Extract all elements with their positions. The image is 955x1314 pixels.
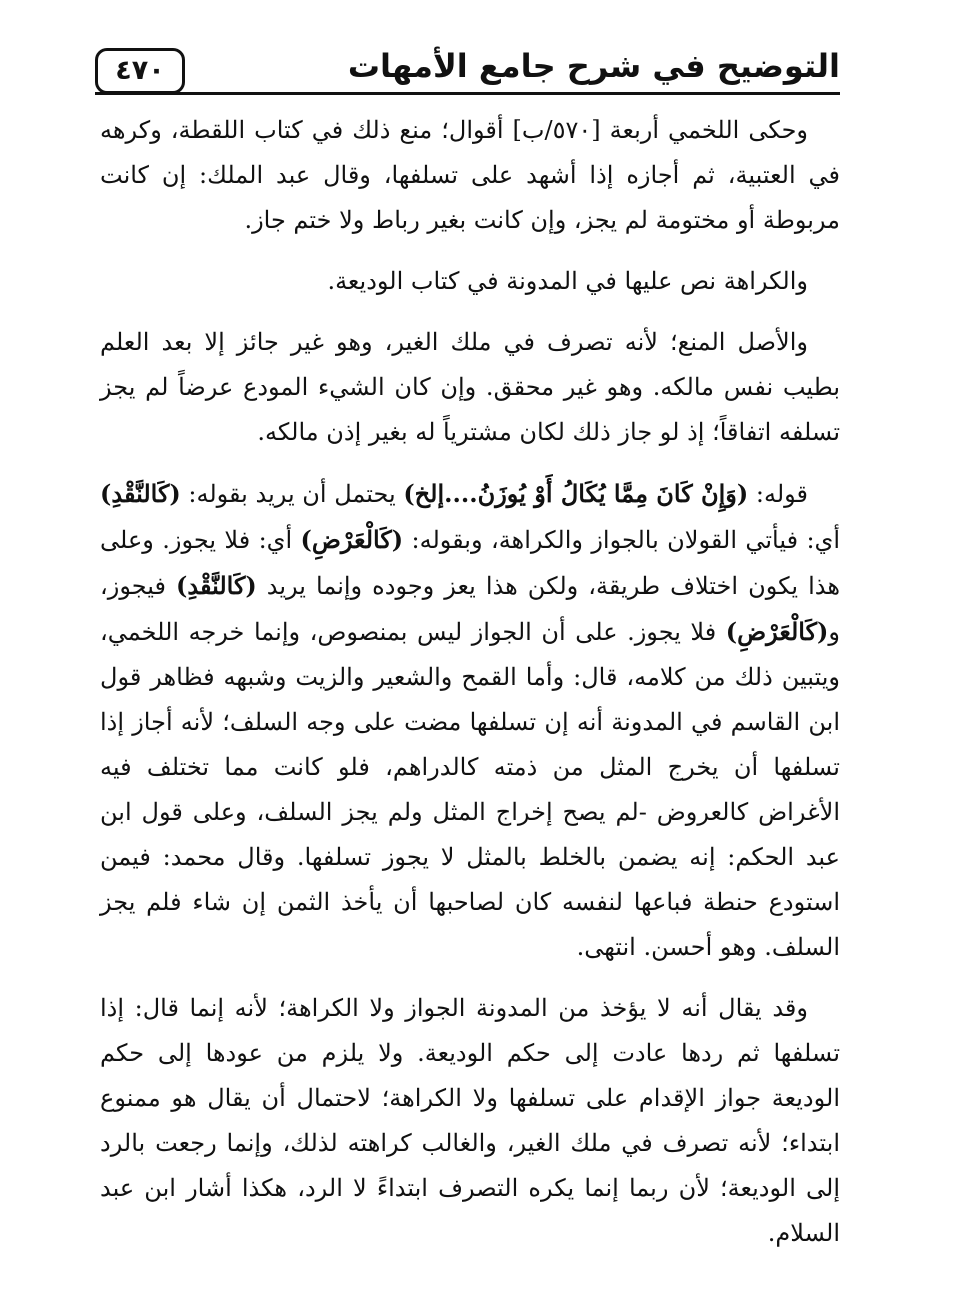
- paragraph-4-commentary: [100, 471, 840, 970]
- running-title: التوضيح في شرح جامع الأمهات: [347, 47, 840, 85]
- page-number-box: ٤٧٠: [95, 48, 185, 94]
- matn-quote: (كَالْعَرْضِ): [725, 617, 829, 646]
- matn-quote: (وَإِنْ كَانَ مِمَّا يُكَالُ أَوْ يُوزَنُ....إلخ): [403, 479, 749, 508]
- text-segment: يحتمل أن يريد بقوله:: [180, 480, 404, 508]
- paragraph-2: والكراهة نص عليها في المدونة في كتاب الوديعة.: [327, 267, 808, 295]
- paragraph-5: وقد يقال أنه لا يؤخذ من المدونة الجواز ولا الكراهة؛ لأنه إنما قال: إذا تسلفها ثم ردها عادت إلى حكم الوديعة. ولا يلزم من عودها إلى حكم الوديعة جواز الإقدام على تسلفها ولا الكراهة؛ لاحتمال أن يقال هو ممنوع ابتداء؛ لأنه تصرف في ملك الغير، والغالب كراهته لذلك، وإنما رجعت بالرد إلى الوديعة؛ لأن ربما إنما يكره التصرف ابتداءً لا الرد، هكذا أشار ابن عبد السلام.: [100, 994, 840, 1247]
- text-segment: فلا يجوز. على أن الجواز ليس بمنصوص، وإنما خرجه اللخمي، ويتبين ذلك من كلامه، قال: وأما القمح والشعير والزيت وشبهه فظاهر قول ابن القاسم في المدونة أنه إن تسلفها مضت على وجه السلف؛ لأنه أجاز إذا تسلفها أن يخرج المثل من ذمته كالدراهم، فلو كانت مما تختلف فيه الأغراض كالعروض -لم يصح إخراج المثل ولم يجز السلف، وعلى قول ابن عبد الحكم: إنه يضمن بالخلط بالمثل لا يجوز تسلفها. وقال محمد: فيمن استودع حنطة فباعها لنفسه كان لصاحبها أن يأخذ الثمن إن شاء فلم يجز السلف. وهو أحسن. انتهى.: [100, 618, 841, 961]
- body-text: [100, 108, 840, 1272]
- text-segment: فيجوز، و: [100, 572, 840, 646]
- header-rule: [95, 92, 840, 95]
- paragraph-1: وحكى اللخمي أربعة [٥٧٠/ب] أقوال؛ منع ذلك في كتاب اللقطة، وكرهه في العتبية، ثم أجازه إذا أشهد على تسلفها، وقال عبد الملك: إن كانت مربوطة أو مختومة لم يجز، وإن كانت بغير رباط ولا ختم جاز.: [100, 116, 840, 234]
- matn-quote: (كَالنَّقْدِ): [99, 479, 181, 508]
- text-segment: قوله:: [748, 480, 808, 508]
- matn-quote: (كَالْعَرْضِ): [300, 525, 404, 554]
- page-header: [95, 40, 840, 100]
- paragraph-3: والأصل المنع؛ لأنه تصرف في ملك الغير، وهو غير جائز إلا بعد العلم بطيب نفس مالكه. وهو غير محقق. وإن كان الشيء المودع عرضاً لم يجز تسلفه اتفاقاً؛ إذ لو جاز ذلك لكان مشترياً له بغير إذن مالكه.: [100, 328, 840, 446]
- text-segment: أي: فيأتي القولان بالجواز والكراهة، وبقوله:: [403, 526, 840, 554]
- text-segment: أي: فلا يجوز. وعلى هذا يكون اختلاف طريقة، ولكن هذا يعز وجوده وإنما يريد: [100, 526, 840, 600]
- matn-quote: (كَالنَّقْدِ): [175, 571, 257, 600]
